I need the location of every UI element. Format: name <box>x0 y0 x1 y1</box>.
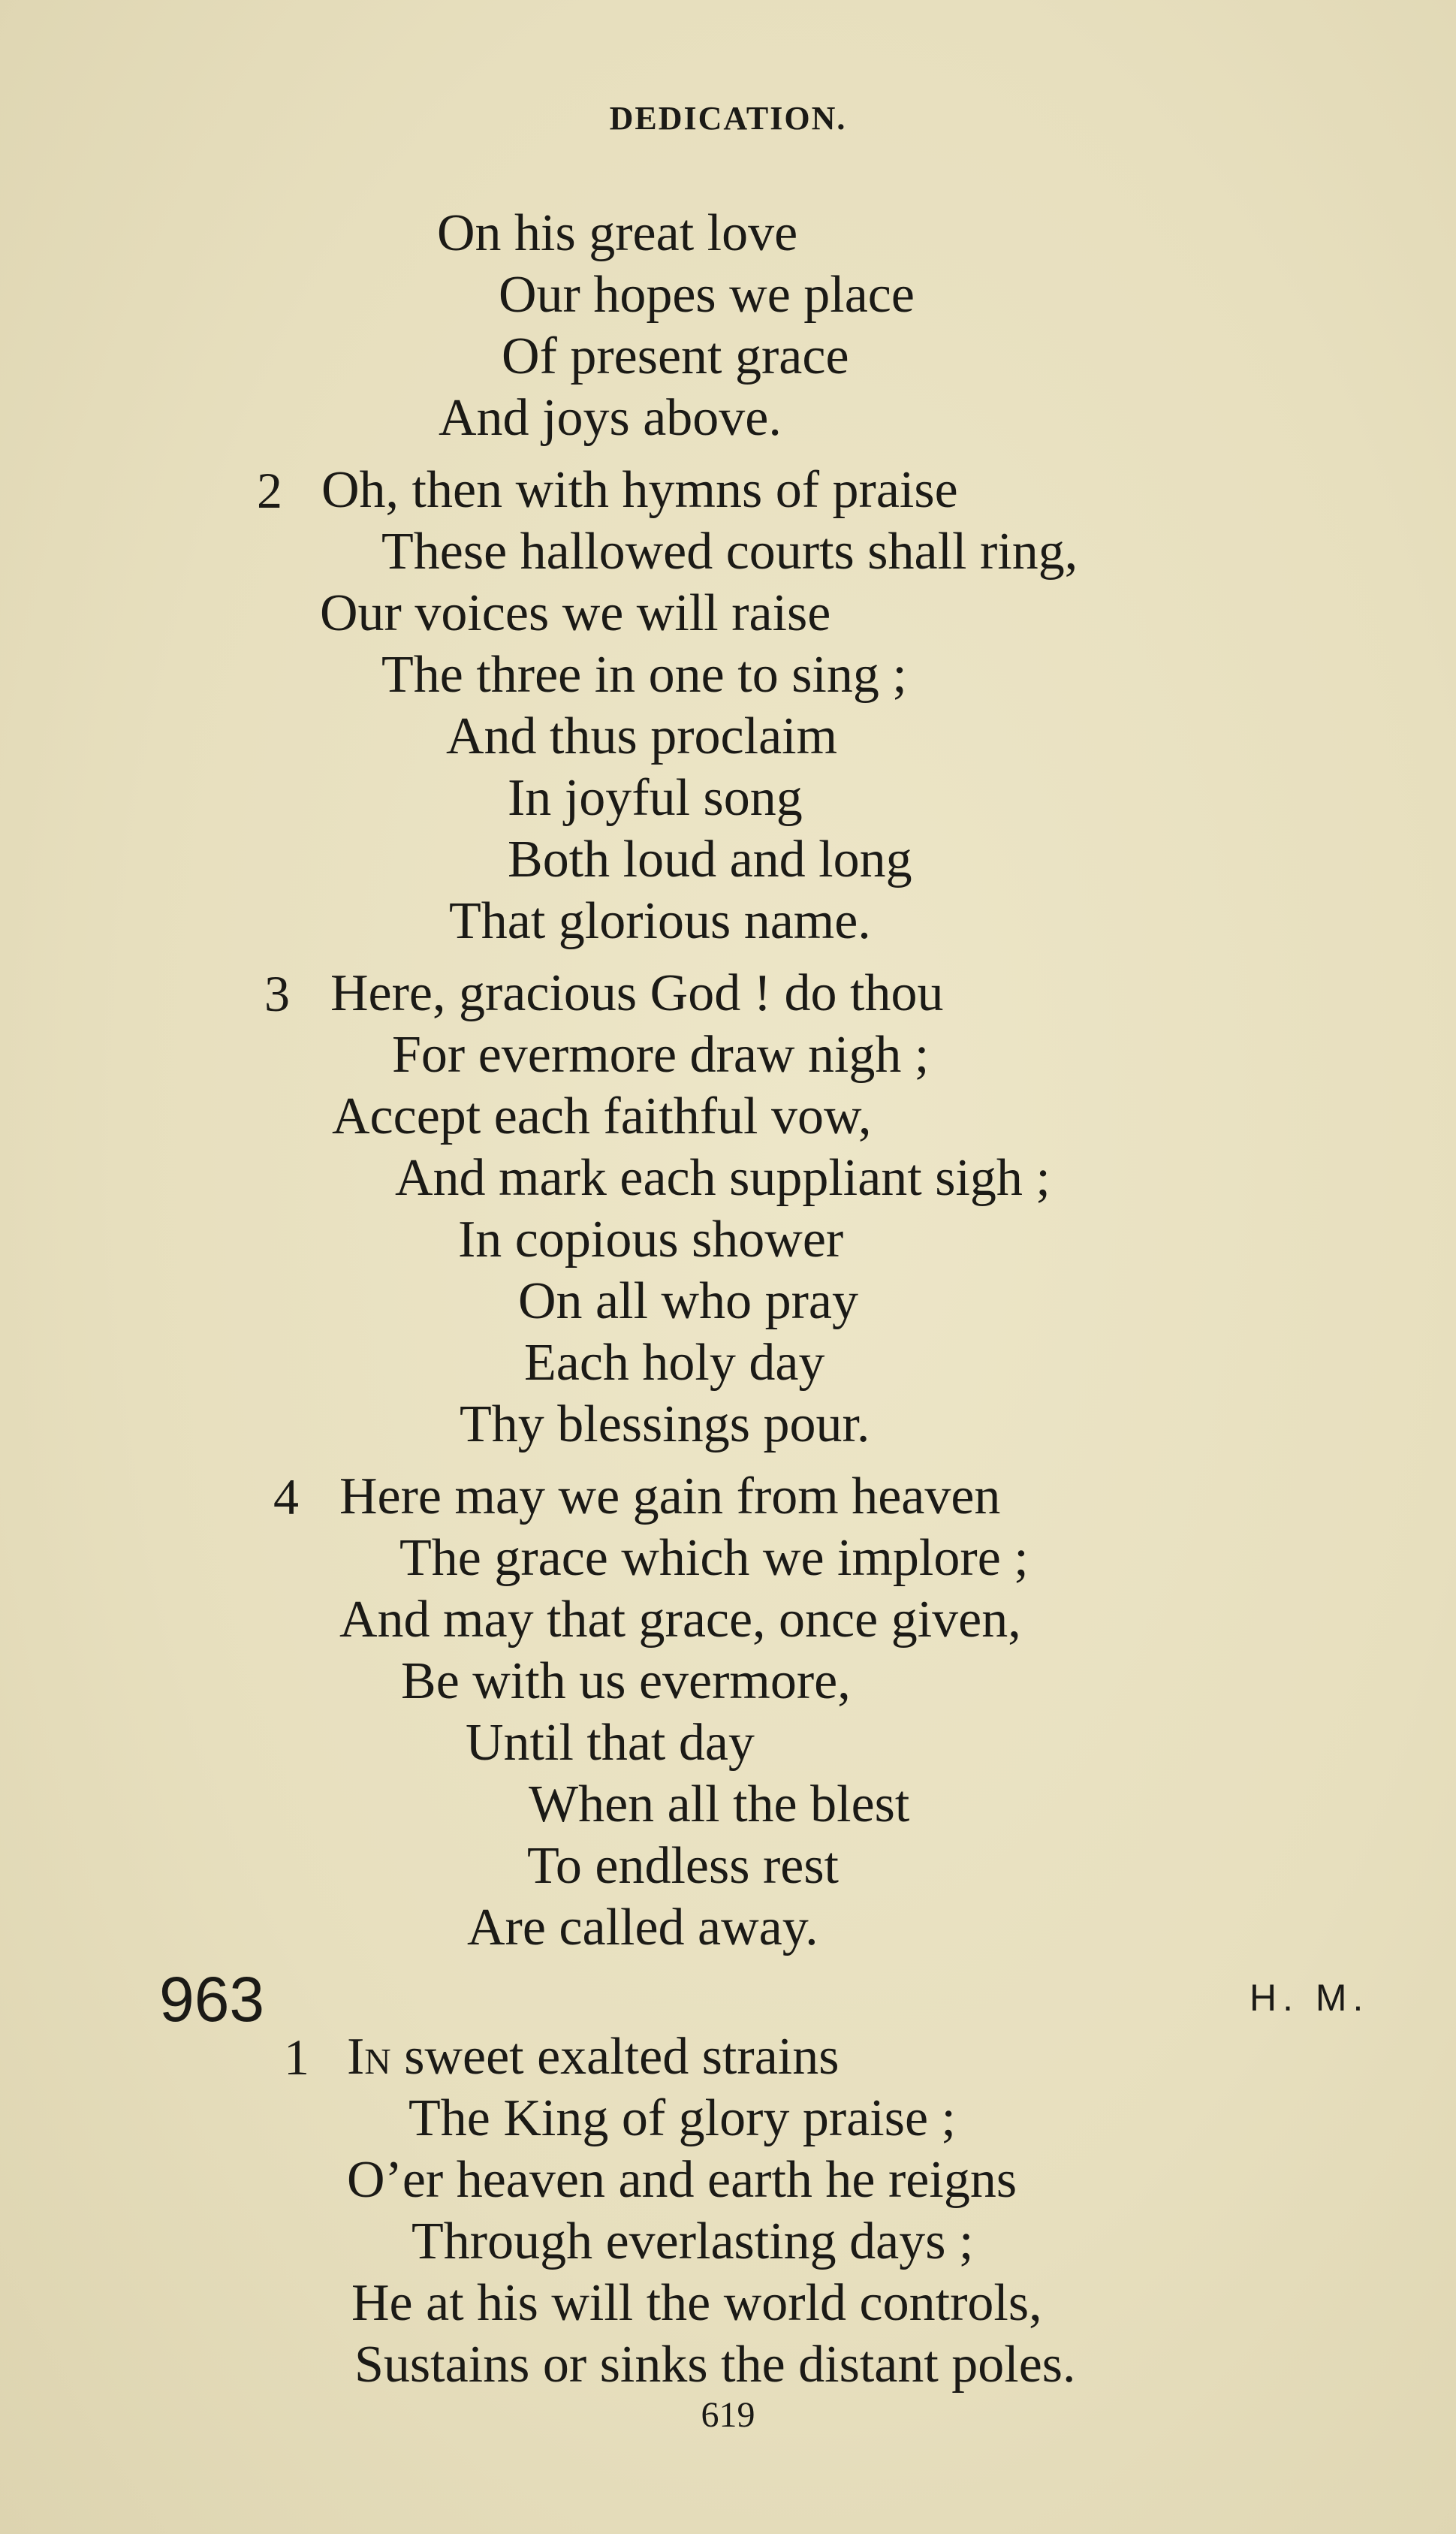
verse-line: O’er heaven and earth he reigns <box>347 2151 1017 2209</box>
verse-line: That glorious name. <box>449 892 871 950</box>
verse-line: These hallowed courts shall ring, <box>381 523 1078 581</box>
verse-line: The grace which we implore ; <box>399 1529 1029 1587</box>
verse-line: And thus proclaim <box>446 707 838 765</box>
verse-line: Our hopes we place <box>499 266 915 324</box>
verse-line: The King of glory praise ; <box>408 2089 956 2147</box>
verse-line: Accept each faithful vow, <box>332 1088 872 1145</box>
stanza-number: 4 <box>273 1468 299 1525</box>
verse-line: Be with us evermore, <box>401 1652 851 1710</box>
stanza-number: 3 <box>264 965 290 1022</box>
verse-line: In joyful song <box>508 769 803 827</box>
hymn-number: 963 <box>159 1964 265 2035</box>
verse-line: He at his will the world controls, <box>351 2274 1042 2332</box>
stanza-number: 1 <box>284 2029 309 2086</box>
verse-line-first <box>347 2026 839 2088</box>
first-word-small-caps: In <box>347 2028 391 2086</box>
verse-line: Until that day <box>466 1714 755 1772</box>
page-number: 619 <box>701 2395 755 2435</box>
verse-line: Each holy day <box>524 1334 825 1392</box>
stanza-number: 2 <box>257 462 282 519</box>
verse-line: To endless rest <box>527 1837 840 1895</box>
verse-line: Our voices we will raise <box>320 584 831 642</box>
verse-line: Of present grace <box>502 327 849 385</box>
verse-line: In copious shower <box>458 1211 844 1269</box>
verse-line: On his great love <box>437 204 798 262</box>
verse-line: Oh, then with hymns of praise <box>321 461 958 519</box>
verse-line: Here, gracious God ! do thou <box>330 964 944 1022</box>
verse-line: Both loud and long <box>508 831 912 888</box>
verse-line: And joys above. <box>439 389 782 447</box>
verse-line: And may that grace, once given, <box>339 1591 1021 1649</box>
verse-line: The three in one to sing ; <box>381 646 907 704</box>
verse-line: And mark each suppliant sigh ; <box>395 1149 1051 1207</box>
verse-line: For evermore draw nigh ; <box>392 1026 930 1084</box>
first-line-rest: sweet exalted strains <box>390 2028 840 2086</box>
verse-line: Are called away. <box>467 1899 818 1956</box>
hymn-meter: H. M. <box>1250 1977 1370 2019</box>
verse-line: When all the blest <box>529 1775 910 1833</box>
verse-line: Through everlasting days ; <box>411 2213 974 2270</box>
verse-line: On all who pray <box>518 1272 858 1330</box>
verse-line: Here may we gain from heaven <box>339 1468 1001 1525</box>
verse-line: Sustains or sinks the distant poles. <box>354 2336 1076 2394</box>
running-head: DEDICATION. <box>609 100 847 137</box>
verse-line: Thy blessings pour. <box>460 1395 870 1453</box>
